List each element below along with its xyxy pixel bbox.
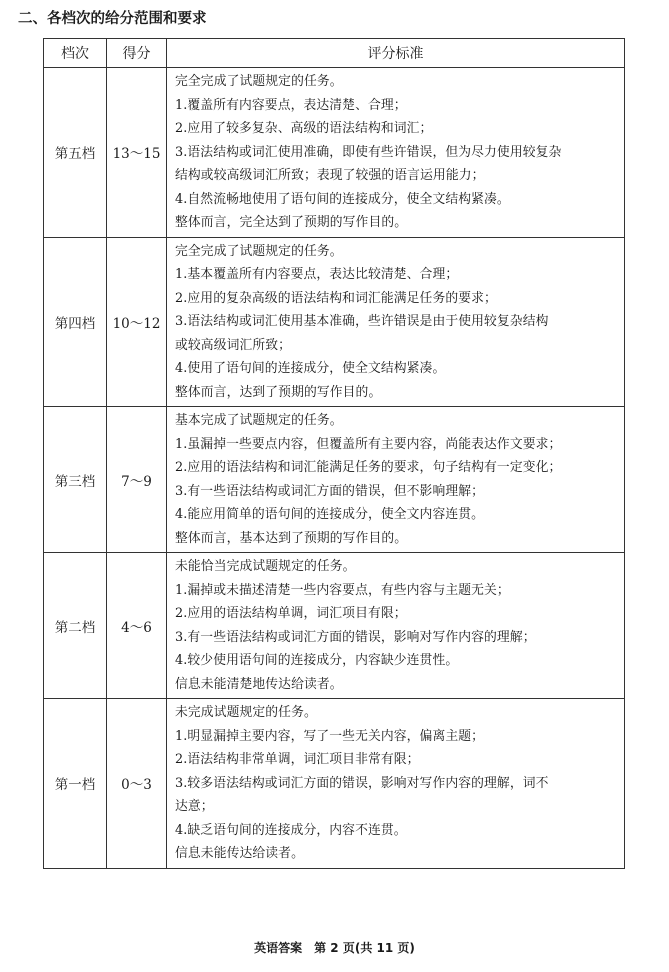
criteria-line: 2.应用的语法结构和词汇能满足任务的要求，句子结构有一定变化； — [175, 460, 562, 475]
criteria-line: 3.语法结构或词汇使用基本准确，些许错误是由于使用较复杂结构 — [175, 314, 549, 329]
table-row — [44, 407, 625, 553]
header-level: 档次 — [44, 39, 107, 68]
table-row — [44, 68, 625, 238]
criteria-cell — [167, 699, 625, 869]
criteria-cell — [167, 553, 625, 699]
criteria-line: 3.有一些语法结构或词汇方面的错误，影响对写作内容的理解； — [175, 629, 536, 645]
criteria-line: 1.覆盖所有内容要点，表达清楚、合理； — [175, 97, 407, 113]
criteria-line: 1.虽漏掉一些要点内容，但覆盖所有主要内容，尚能表达作文要求； — [175, 436, 562, 452]
criteria-line: 整体而言，基本达到了预期的写作目的。 — [175, 530, 408, 546]
criteria-cell — [167, 407, 625, 553]
criteria-line: 4.缺乏语句间的连接成分，内容不连贯。 — [175, 822, 407, 838]
level-cell: 第二档 — [44, 553, 107, 699]
criteria-line: 整体而言，达到了预期的写作目的。 — [175, 384, 382, 400]
score-cell: 7～9 — [107, 407, 167, 553]
criteria-line: 未能恰当完成试题规定的任务。 — [175, 559, 356, 574]
header-score: 得分 — [107, 39, 167, 68]
criteria-line: 完全完成了试题规定的任务。 — [175, 74, 343, 89]
level-cell: 第一档 — [44, 699, 107, 869]
criteria-cell — [167, 68, 625, 238]
header-criteria: 评分标准 — [167, 39, 625, 68]
criteria-line: 基本完成了试题规定的任务。 — [175, 413, 343, 428]
criteria-line: 4.能应用简单的语句间的连接成分，使全文内容连贯。 — [175, 507, 485, 522]
criteria-line: 4.自然流畅地使用了语句间的连接成分，使全文结构紧凑。 — [175, 191, 510, 207]
criteria-line: 信息未能清楚地传达给读者。 — [175, 676, 343, 692]
score-cell: 10～12 — [107, 237, 167, 407]
score-cell: 4～6 — [107, 553, 167, 699]
criteria-line: 结构或较高级词汇所致；表现了较强的语言运用能力； — [175, 168, 485, 183]
criteria-line: 达意； — [175, 799, 214, 814]
level-cell: 第三档 — [44, 407, 107, 553]
criteria-line: 2.应用了较多复杂、高级的语法结构和词汇； — [175, 121, 433, 136]
criteria-line: 4.使用了语句间的连接成分，使全文结构紧凑。 — [175, 361, 446, 376]
criteria-line: 信息未能传达给读者。 — [175, 846, 304, 861]
criteria-line: 1.漏掉或未描述清楚一些内容要点，有些内容与主题无关； — [175, 582, 510, 598]
rubric-body — [44, 68, 625, 869]
criteria-line: 2.语法结构非常单调，词汇项目非常有限； — [175, 752, 420, 767]
criteria-line: 1.明显漏掉主要内容，写了一些无关内容，偏离主题； — [175, 728, 485, 744]
section-heading: 二、各档次的给分范围和要求 — [18, 11, 207, 27]
criteria-line: 1.基本覆盖所有内容要点，表达比较清楚、合理； — [175, 267, 459, 282]
criteria-line: 3.语法结构或词汇使用准确，即使有些许错误，但为尽力使用较复杂 — [175, 144, 562, 160]
scoring-rubric-table — [43, 38, 625, 869]
criteria-line: 或较高级词汇所致； — [175, 337, 292, 353]
criteria-cell — [167, 237, 625, 407]
score-cell: 13～15 — [107, 68, 167, 238]
criteria-line: 整体而言，完全达到了预期的写作目的。 — [175, 215, 408, 230]
criteria-line: 未完成试题规定的任务。 — [175, 705, 317, 720]
criteria-line: 完全完成了试题规定的任务。 — [175, 243, 343, 259]
criteria-line: 2.应用的复杂高级的语法结构和词汇能满足任务的要求； — [175, 290, 497, 306]
level-cell: 第五档 — [44, 68, 107, 238]
criteria-line: 3.较多语法结构或词汇方面的错误，影响对写作内容的理解，词不 — [175, 775, 549, 791]
criteria-line: 4.较少使用语句间的连接成分，内容缺少连贯性。 — [175, 653, 459, 668]
criteria-line: 2.应用的语法结构单调，词汇项目有限； — [175, 606, 407, 621]
criteria-line: 3.有一些语法结构或词汇方面的错误，但不影响理解； — [175, 483, 485, 499]
table-row — [44, 553, 625, 699]
score-cell: 0～3 — [107, 699, 167, 869]
table-row — [44, 237, 625, 407]
table-header-row — [44, 39, 625, 68]
level-cell: 第四档 — [44, 237, 107, 407]
page-footer: 英语答案 第 2 页(共 11 页) — [254, 941, 415, 955]
table-row — [44, 699, 625, 869]
